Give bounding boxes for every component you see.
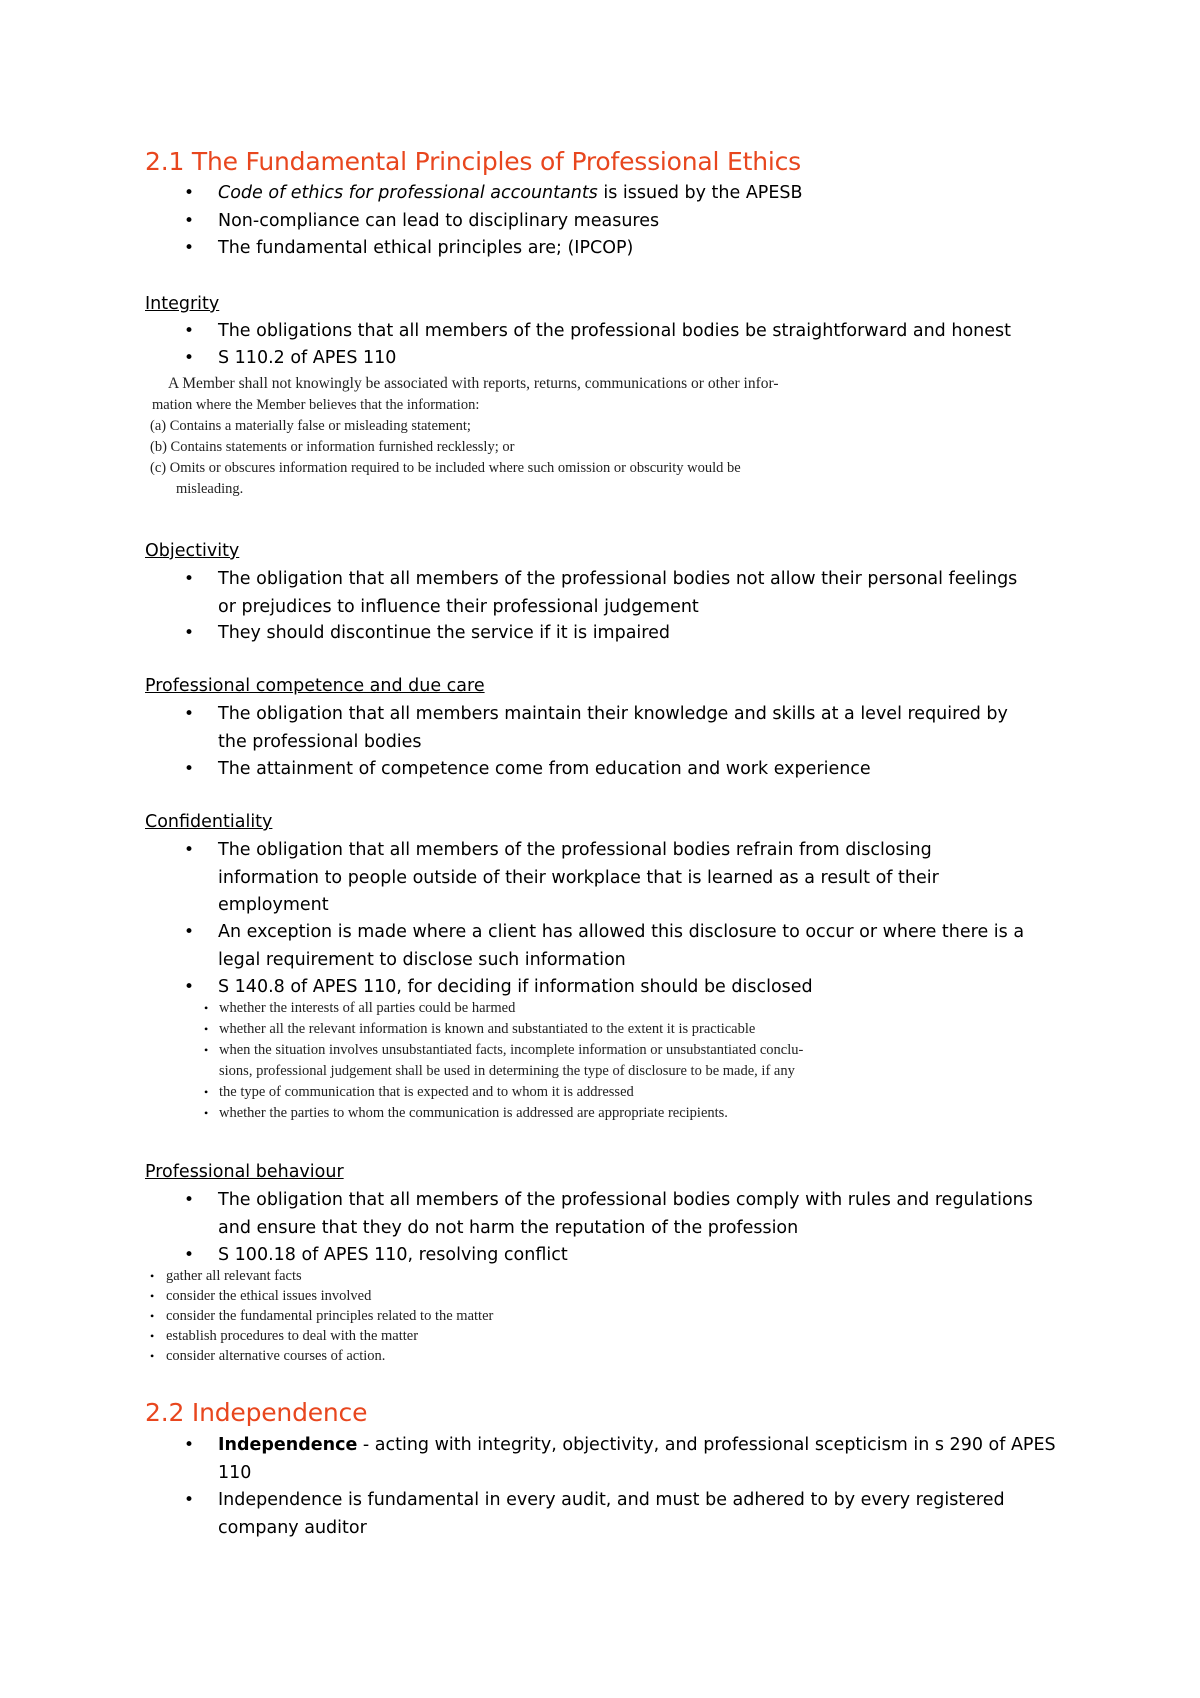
list-item: S 110.2 of APES 110 xyxy=(218,348,397,368)
bullet-icon: • xyxy=(184,1490,195,1510)
subheading-confidentiality: Confidentiality xyxy=(145,812,273,832)
list-item: The obligations that all members of the professional bodies be straightforward and honest xyxy=(218,321,1011,341)
excerpt-line: whether the interests of all parties could be harmed xyxy=(219,1000,516,1016)
bullet-icon: • xyxy=(184,704,195,724)
excerpt-line: consider alternative courses of action. xyxy=(166,1348,386,1364)
excerpt-line: consider the fundamental principles related to the matter xyxy=(166,1308,494,1324)
excerpt-line: (b) Contains statements or information furnished recklessly; or xyxy=(150,439,515,455)
bullet-icon: • xyxy=(184,569,195,589)
list-item: The attainment of competence come from education and work experience xyxy=(218,759,871,779)
excerpt-line: when the situation involves unsubstantiated facts, incomplete information or unsubstantiated conclu- xyxy=(219,1042,804,1058)
excerpt-line: misleading. xyxy=(176,481,244,497)
bullet-icon: • xyxy=(184,1245,195,1265)
excerpt-line: A Member shall not knowingly be associated with reports, returns, communications or other infor- xyxy=(168,375,779,392)
list-item: S 140.8 of APES 110, for deciding if information should be disclosed xyxy=(218,977,813,997)
bullet-icon: • xyxy=(150,1349,155,1363)
bullet-icon: • xyxy=(150,1289,155,1303)
bullet-icon: • xyxy=(184,211,195,231)
excerpt-line: (c) Omits or obscures information required to be included where such omission or obscurity would be xyxy=(150,460,741,476)
excerpt-line: whether the parties to whom the communication is addressed are appropriate recipients. xyxy=(219,1105,728,1121)
bullet-icon: • xyxy=(184,348,195,368)
bullet-icon: • xyxy=(184,623,195,643)
excerpt-line: consider the ethical issues involved xyxy=(166,1288,372,1304)
list-item: Independence - acting with integrity, objectivity, and professional scepticism in s 290 of APES 110 xyxy=(218,1435,1056,1483)
subheading-objectivity: Objectivity xyxy=(145,541,240,561)
bullet-icon: • xyxy=(184,759,195,779)
bullet-icon: • xyxy=(204,1085,209,1099)
excerpt-line: gather all relevant facts xyxy=(166,1268,302,1284)
bullet-icon: • xyxy=(184,183,195,203)
excerpt-line: mation where the Member believes that the information: xyxy=(152,397,480,413)
bullet-icon: • xyxy=(150,1309,155,1323)
list-item: They should discontinue the service if it is impaired xyxy=(218,623,670,643)
bullet-icon: • xyxy=(184,238,195,258)
bullet-icon: • xyxy=(150,1269,155,1283)
bullet-icon: • xyxy=(184,1190,195,1210)
excerpt-line: establish procedures to deal with the matter xyxy=(166,1328,419,1344)
excerpt-line: the type of communication that is expected and to whom it is addressed xyxy=(219,1084,634,1100)
subheading-competence: Professional competence and due care xyxy=(145,676,485,696)
excerpt-line: (a) Contains a materially false or misleading statement; xyxy=(150,418,471,434)
bullet-icon: • xyxy=(204,1001,209,1015)
subheading-behaviour: Professional behaviour xyxy=(145,1162,344,1182)
excerpt-line: sions, professional judgement shall be used in determining the type of disclosure to be made, if any xyxy=(219,1063,795,1079)
bullet-icon: • xyxy=(204,1043,209,1057)
bullet-icon: • xyxy=(204,1022,209,1036)
list-item: S 100.18 of APES 110, resolving conflict xyxy=(218,1245,568,1265)
bullet-icon: • xyxy=(184,977,195,997)
bullet-icon: • xyxy=(204,1106,209,1120)
list-item: Independence is fundamental in every audit, and must be adhered to by every registered company auditor xyxy=(218,1490,1005,1538)
bullet-icon: • xyxy=(184,1435,195,1455)
list-item: An exception is made where a client has allowed this disclosure to occur or where there is a legal requirement to disclose such information xyxy=(218,922,1025,970)
list-item: The fundamental ethical principles are; (IPCOP) xyxy=(218,238,634,258)
list-item: The obligation that all members of the professional bodies not allow their personal feelings or prejudices to influence their professional judgement xyxy=(218,569,1018,617)
section-heading-2-1: 2.1 The Fundamental Principles of Professional Ethics xyxy=(145,147,801,176)
excerpt-line: whether all the relevant information is known and substantiated to the extent it is practicable xyxy=(219,1021,756,1037)
bullet-icon: • xyxy=(150,1329,155,1343)
list-item: The obligation that all members of the professional bodies refrain from disclosing information to people outside of their workplace that is learned as a result of their employment xyxy=(218,840,939,915)
bullet-icon: • xyxy=(184,321,195,341)
bullet-icon: • xyxy=(184,840,195,860)
list-item: The obligation that all members of the professional bodies comply with rules and regulations and ensure that they do not harm the reputation of the profession xyxy=(218,1190,1033,1238)
list-item: Code of ethics for professional accountants is issued by the APESB xyxy=(218,183,803,203)
subheading-integrity: Integrity xyxy=(145,294,220,314)
section-heading-2-2: 2.2 Independence xyxy=(145,1398,368,1427)
list-item: Non-compliance can lead to disciplinary measures xyxy=(218,211,660,231)
bullet-icon: • xyxy=(184,922,195,942)
list-item: The obligation that all members maintain their knowledge and skills at a level required by the professional bodies xyxy=(218,704,1008,752)
